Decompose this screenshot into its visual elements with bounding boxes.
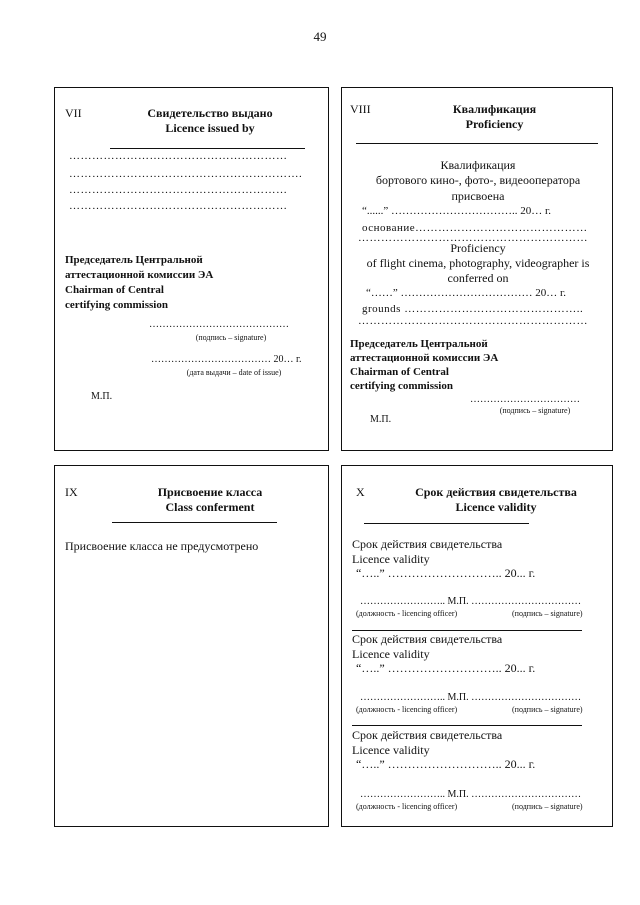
panel-title-ru: Квалификация <box>452 102 537 116</box>
officer-signature-dots: …………………….. М.П. …………………………… <box>360 789 582 800</box>
panel-title-en: Class conferment <box>165 500 255 514</box>
issuer-line: ……………………………………………………. <box>69 168 303 180</box>
panel-proficiency <box>341 87 613 451</box>
seal-placeholder: М.П. <box>370 414 392 425</box>
panel-licence-validity <box>341 465 613 827</box>
qualification-ru-line: бортового кино-, фото-, видеооператора <box>375 173 581 187</box>
panel-title-ru: Срок действия свидетельства <box>415 485 577 499</box>
chairman-en-line: Chairman of Central <box>350 366 449 378</box>
chairman-ru-line: Председатель Центральной <box>350 338 488 350</box>
basis-ru: основание……………………………………… <box>362 222 588 234</box>
chairman-en-line: certifying commission <box>350 380 453 392</box>
officer-label: (должность - licencing officer) <box>356 705 458 714</box>
page-number: 49 <box>313 29 327 44</box>
qualification-ru-line: Квалификация <box>440 158 516 172</box>
title-underline <box>356 143 598 144</box>
chairman-en-line: Chairman of Central <box>65 284 164 296</box>
panel-numeral: X <box>356 485 365 499</box>
panel-class-conferment <box>54 465 329 827</box>
validity-date: “…..” ……………………….. 20... г. <box>356 757 536 771</box>
validity-title-ru: Срок действия свидетельства <box>352 632 503 646</box>
panel-title-ru: Присвоение класса <box>157 485 263 499</box>
grounds-en-continuation: …………………………………………………… <box>358 315 588 327</box>
proficiency-en-line: of flight cinema, photography, videographer is <box>366 256 590 270</box>
panel-numeral: VII <box>65 106 82 120</box>
conferment-date-ru: “......” …………………………….. 20… г. <box>362 205 552 217</box>
signature-label: (подпись – signature) <box>195 333 267 342</box>
signature-dots: …………………………… <box>470 394 580 405</box>
validity-title-en: Licence validity <box>352 743 430 757</box>
title-underline <box>364 523 529 524</box>
basis-ru-continuation: …………………………………………………… <box>358 232 588 244</box>
panel-title-en: Licence validity <box>455 500 537 514</box>
seal-placeholder: М.П. <box>91 391 113 402</box>
panel-numeral: VIII <box>350 102 371 116</box>
validity-date: “…..” ……………………….. 20... г. <box>356 661 536 675</box>
proficiency-en-line: Proficiency <box>450 241 506 255</box>
signature-label: (подпись – signature) <box>512 609 583 618</box>
chairman-ru-line: аттестационной комиссии ЭА <box>65 269 214 281</box>
entry-divider <box>352 725 582 726</box>
officer-signature-dots: …………………….. М.П. …………………………… <box>360 596 582 607</box>
signature-label: (подпись – signature) <box>499 406 571 415</box>
panel-title-ru: Свидетельство выдано <box>147 106 273 120</box>
validity-date: “…..” ……………………….. 20... г. <box>356 566 536 580</box>
panel-licence-issued-by <box>54 87 329 451</box>
validity-title-ru: Срок действия свидетельства <box>352 537 503 551</box>
title-underline <box>112 522 277 523</box>
chairman-ru-line: аттестационной комиссии ЭА <box>350 352 499 364</box>
officer-signature-dots: …………………….. М.П. …………………………… <box>360 692 582 703</box>
panel-title-en: Licence issued by <box>165 121 255 135</box>
validity-title-ru: Срок действия свидетельства <box>352 728 503 742</box>
issuer-line: ………………………………………………… <box>69 200 288 212</box>
issue-date-label: (дата выдачи – date of issue) <box>186 368 282 377</box>
panel-numeral: IX <box>65 485 78 499</box>
issue-date-dots: ……………………………… 20… г. <box>151 354 302 365</box>
officer-label: (должность - licencing officer) <box>356 609 458 618</box>
qualification-ru-line: присвоена <box>451 189 505 203</box>
officer-label: (должность - licencing officer) <box>356 802 458 811</box>
issuer-line: ………………………………………………… <box>69 150 288 162</box>
chairman-en-line: certifying commission <box>65 299 168 311</box>
signature-label: (подпись – signature) <box>512 705 583 714</box>
title-underline <box>110 148 305 149</box>
signature-dots: …………………………………… <box>149 319 289 330</box>
conferment-date-en: “……” ……………………………… 20… г. <box>366 287 567 299</box>
class-conferment-note: Присвоение класса не предусмотрено <box>65 539 259 553</box>
validity-title-en: Licence validity <box>352 552 430 566</box>
issuer-line: ………………………………………………… <box>69 184 288 196</box>
validity-title-en: Licence validity <box>352 647 430 661</box>
proficiency-en-line: conferred on <box>447 271 509 285</box>
grounds-en: grounds ……………………………………….. <box>362 303 584 315</box>
entry-divider <box>352 630 582 631</box>
panel-title-en: Proficiency <box>465 117 524 131</box>
signature-label: (подпись – signature) <box>512 802 583 811</box>
chairman-ru-line: Председатель Центральной <box>65 254 203 266</box>
